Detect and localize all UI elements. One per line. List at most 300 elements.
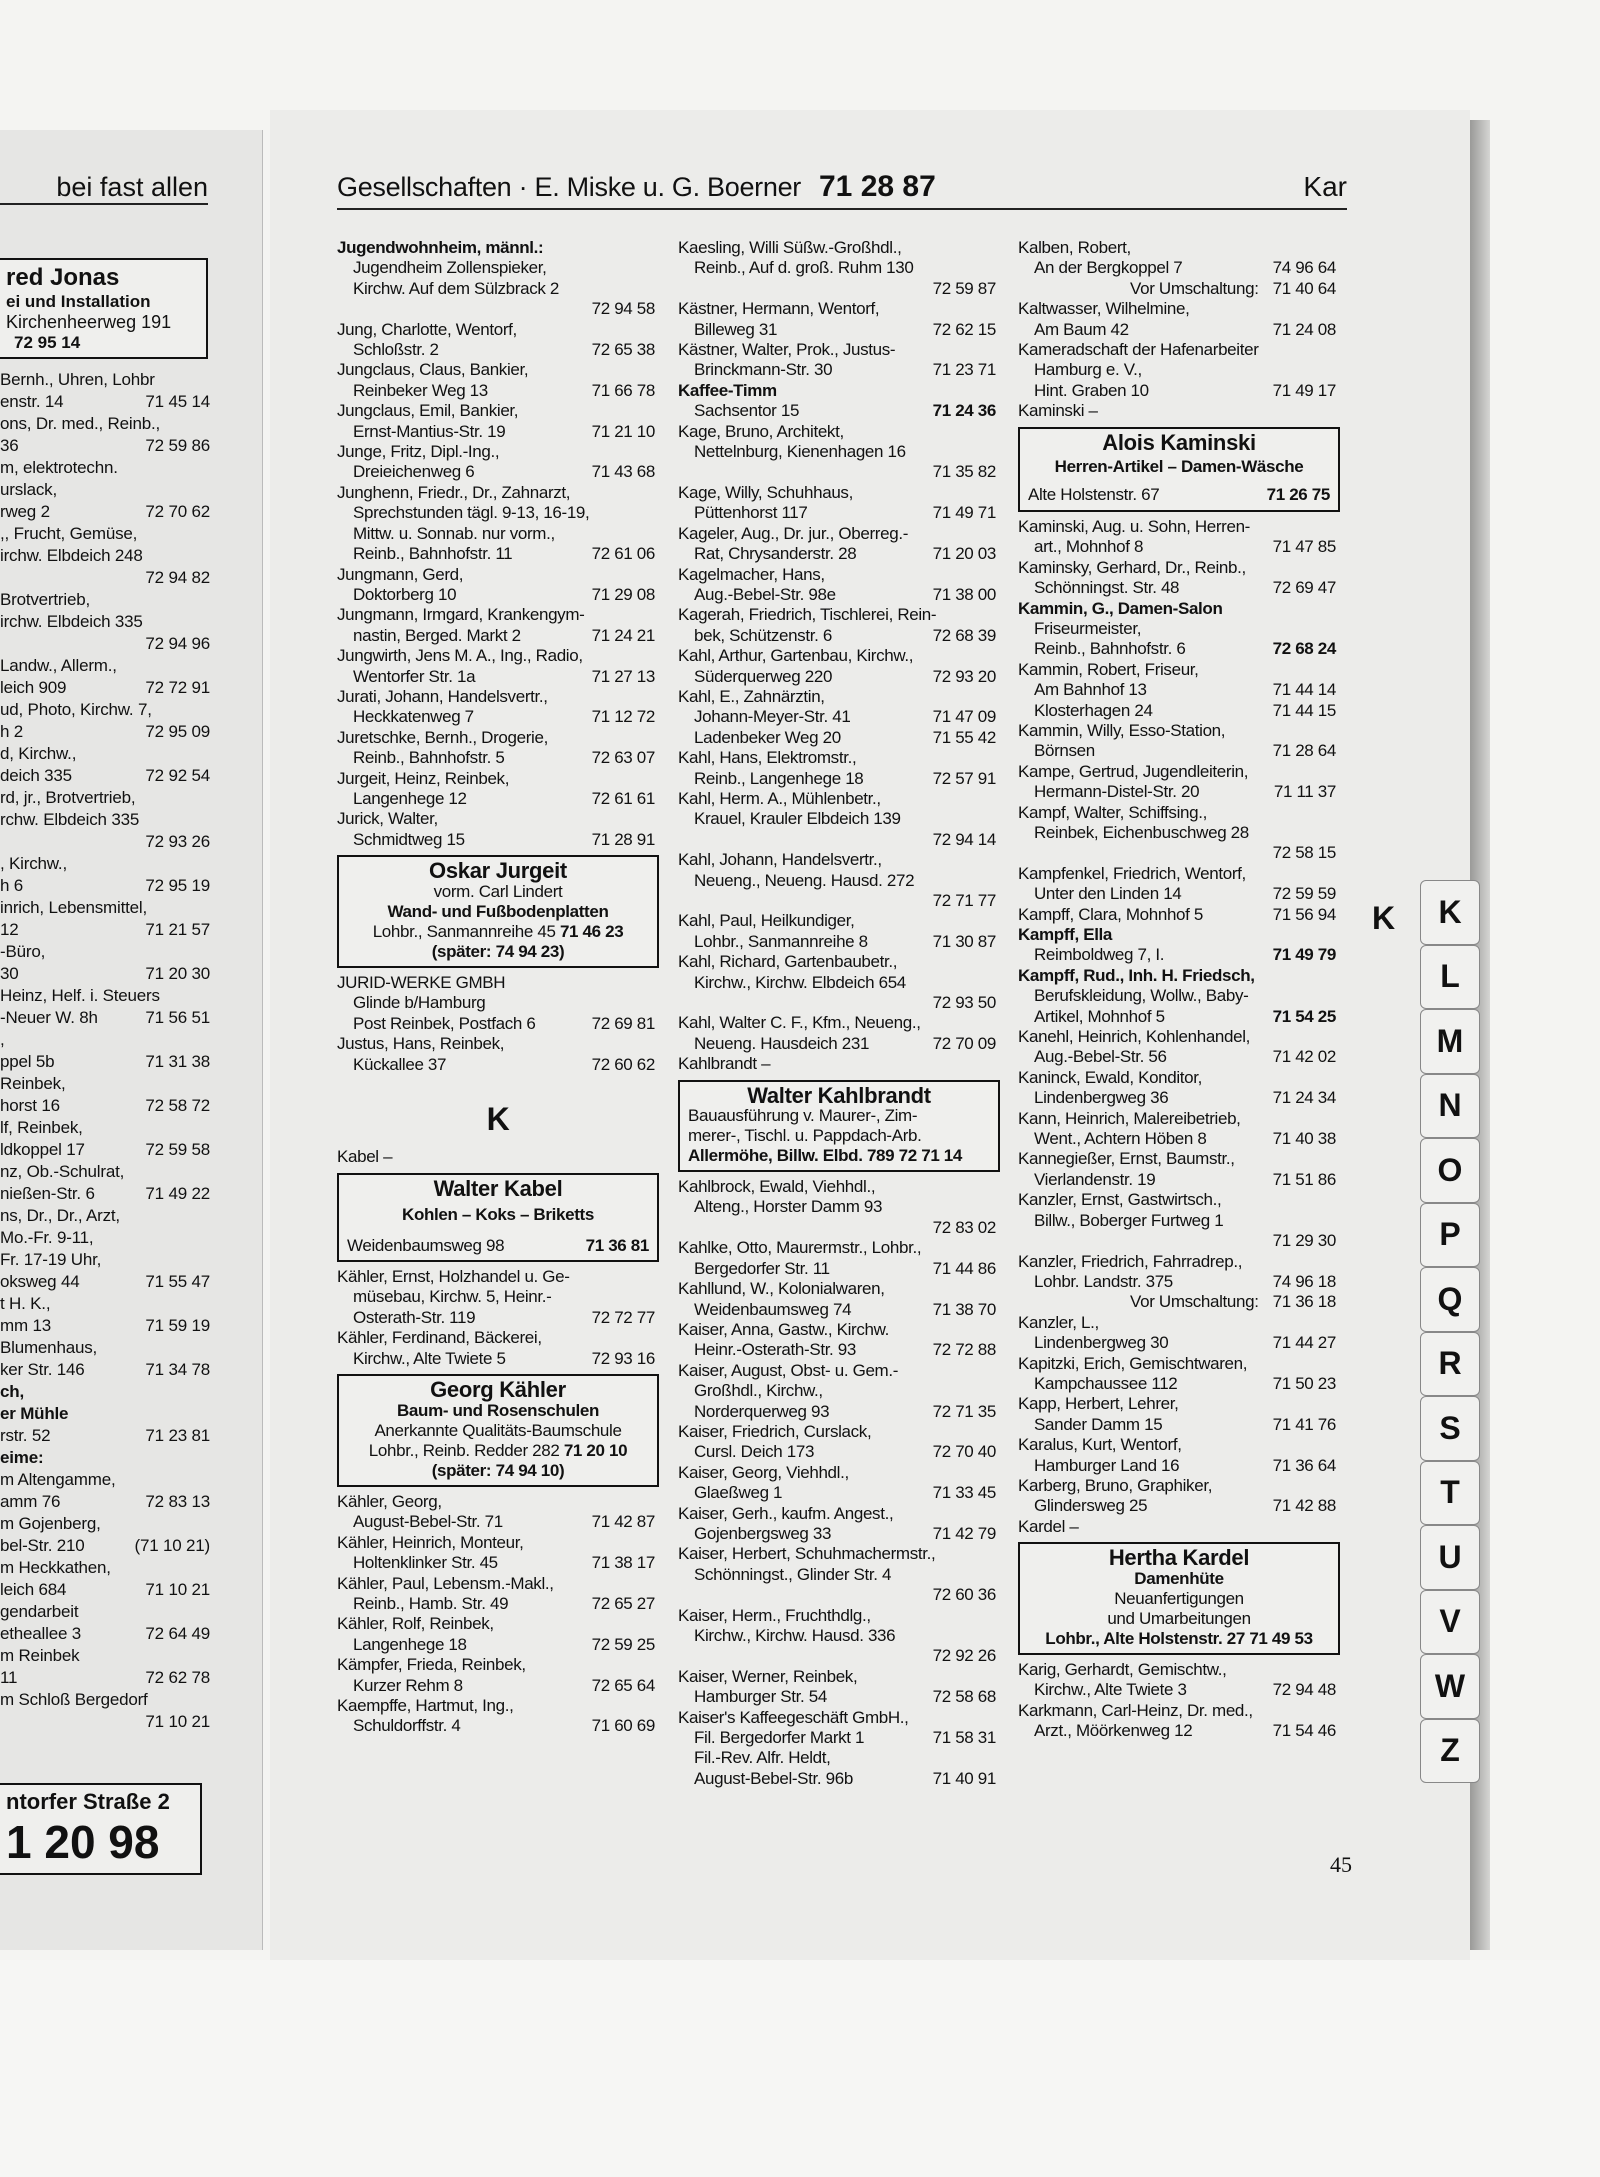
entry-phone: 71 40 64 [1272,278,1336,298]
left-ad-line: 72 95 14 [14,333,81,352]
left-entry-text: ud, Photo, Kirchw. 7, [0,700,152,719]
directory-entry-line [337,1055,659,1075]
directory-entry-line [337,1512,659,1532]
left-entry-text: rd, jr., Brotvertrieb, [0,788,136,807]
left-page-line [0,457,262,479]
directory-entry-line: Kampfenkel, Friedrich, Wentorf, [1018,863,1246,883]
directory-entry-line: Kaiser, Gerh., kaufm. Angest., [678,1503,894,1523]
directory-entry-line [1018,782,1340,802]
left-page-line [0,567,262,589]
ad-address: Weidenbaumsweg 98 [347,1235,505,1255]
entry-text: Hint. Graben 10 [1034,380,1149,400]
directory-entry-line: Kästner, Walter, Prok., Justus- [678,340,896,360]
directory-entry-line: Kage, Bruno, Architekt, [678,421,844,441]
ad-phone: 71 20 10 [563,1440,628,1460]
entry-phone: 72 63 07 [591,748,655,768]
directory-entry-line: Kapitzki, Erich, Gemischtwaren, [1018,1353,1248,1373]
entry-phone: 71 42 88 [1272,1496,1336,1516]
directory-entry-line: Kahl, Paul, Heilkundiger, [678,911,855,931]
directory-entry-line [678,1034,1000,1054]
entry-text: Holtenklinker Str. 45 [353,1553,498,1573]
left-entry-text: , Kirchw., [0,854,67,873]
left-page-line [0,1535,262,1557]
directory-entry-line: Kaesling, Willi Süßw.-Großhdl., [678,238,902,257]
left-entry-text: m Schloß Bergedorf [0,1690,148,1709]
entry-phone: 72 72 77 [591,1307,655,1327]
entry-text: art., Mohnhof 8 [1034,537,1144,557]
directory-entry-line: Großhdl., Kirchw., [694,1381,823,1401]
directory-entry-line [337,1308,659,1328]
entry-text: Börnsen [1034,741,1095,761]
directory-entry-line [337,585,659,605]
left-entry-text: urslack, [0,480,57,499]
left-page-line [0,1557,262,1579]
left-entry-text: -Neuer W. 8h [0,1008,98,1027]
left-page-line [0,831,262,853]
directory-entry-line: Jungwirth, Jens M. A., Ing., Radio, [337,646,583,666]
left-page-line [0,809,262,831]
entry-phone: 71 33 45 [932,1483,996,1503]
entry-text: Reimboldweg 7, I. [1034,945,1165,965]
directory-entry-line: Kanzler, Ernst, Gastwirtsch., [1018,1190,1222,1210]
left-page-line [0,677,262,699]
directory-entry-line: Jung, Charlotte, Wentorf, [337,319,517,339]
entry-phone: 71 44 14 [1272,680,1336,700]
directory-entry-line: Kanehl, Heinrich, Kohlenhandel, [1018,1027,1251,1047]
entry-phone: 71 44 27 [1272,1333,1336,1353]
directory-entry-line [1018,905,1340,925]
directory-entry-line: Kagelmacher, Hans, [678,564,825,584]
directory-entry-line: Kähler, Ernst, Holzhandel u. Ge- [337,1267,570,1287]
left-page-line [0,1359,262,1381]
directory-entry-line [337,667,659,687]
directory-entry-line [1018,1170,1340,1190]
left-entry-phone: 72 58 72 [145,1096,210,1115]
entry-phone: 72 69 81 [591,1013,655,1033]
left-entry-text: nz, Ob.-Schulrat, [0,1162,125,1181]
entry-phone: 74 96 64 [1272,258,1336,278]
directory-entry-line [1018,1129,1340,1149]
left-page-line [0,589,262,611]
left-entry-text: m, elektrotechn. [0,458,118,477]
left-entry-text: m Gojenberg, [0,1514,101,1533]
ad-address: Alte Holstenstr. 67 [1028,485,1160,505]
directory-entry-line: Kampe, Gertrud, Jugendleiterin, [1018,761,1249,781]
entry-text: Reinbeker Weg 13 [353,380,488,400]
directory-entry-line: Kahl, Richard, Gartenbaubetr., [678,952,898,972]
left-page-line [0,1469,262,1491]
thumb-tab-t[interactable]: T [1420,1461,1480,1526]
ad-phone: 71 46 23 [559,922,624,941]
directory-entry-line [337,422,659,442]
directory-entry-line: Kagerah, Friedrich, Tischlerei, Rein- [678,605,937,625]
directory-entry-line [337,462,659,482]
directory-entry-line [678,707,1000,727]
entry-text: Reinb., Langenhege 18 [694,768,864,788]
left-entry-text: nießen-Str. 6 [0,1184,95,1203]
directory-entry-line [337,1716,659,1736]
entry-phone: 71 24 34 [1272,1088,1336,1108]
directory-entry-line: Jungclaus, Claus, Bankier, [337,360,529,380]
directory-entry-line [1018,741,1340,761]
entry-text: Norderquerweg 93 [694,1401,830,1421]
entry-phone: 71 56 94 [1272,904,1336,924]
directory-entry-line: 72 83 02 [932,1217,996,1237]
left-entry-phone: 72 83 13 [145,1492,210,1511]
directory-entry-line: 72 94 14 [932,829,996,849]
directory-entry-line [337,544,659,564]
entry-text: August-Bebel-Str. 96b [694,1768,853,1788]
entry-phone: 72 59 59 [1272,884,1336,904]
entry-text: Sander Damm 15 [1034,1414,1163,1434]
directory-entry-line [337,626,659,646]
left-entry-phone: 72 59 86 [145,436,210,455]
directory-entry-line: Kammin, G., Damen-Salon [1018,598,1223,618]
directory-entry-line [678,769,1000,789]
directory-entry-line [678,1483,1000,1503]
left-page-line [0,479,262,501]
left-entry-text: ons, Dr. med., Reinb., [0,414,161,433]
directory-entry-line [1018,1272,1340,1292]
thumb-tab-s[interactable]: S [1420,1396,1480,1461]
directory-entry-line [678,1259,1000,1279]
entry-text: August-Bebel-Str. 71 [353,1512,503,1532]
entry-phone: 72 71 35 [932,1401,996,1421]
left-entry-text: leich 909 [0,678,67,697]
directory-entry-line [678,1687,1000,1707]
entry-text: Wentorfer Str. 1a [353,666,476,686]
ad-title: Oskar Jurgeit [429,858,567,884]
thumb-tab-m[interactable]: M [1420,1009,1480,1074]
page-number: 45 [1330,1852,1352,1877]
entry-phone: 72 61 06 [591,544,655,564]
directory-entry-line: Kage, Willy, Schuhhaus, [678,482,853,502]
directory-entry-line [678,401,1000,421]
directory-entry-line: Fil.-Rev. Alfr. Heldt, [694,1748,831,1768]
entry-text: Artikel, Mohnhof 5 [1034,1006,1165,1026]
left-entry-text: h 6 [0,876,24,895]
directory-entry-line [678,728,1000,748]
directory-entry-line: Kahlbrock, Ewald, Viehhdl., [678,1177,876,1197]
entry-phone: 71 47 85 [1272,537,1336,557]
directory-entry-line: Berufskleidung, Wollw., Baby- [1034,986,1249,1006]
left-entry-text: ch, [0,1382,24,1401]
directory-entry-line [678,1402,1000,1422]
entry-phone: 71 20 03 [932,544,996,564]
entry-text: Hermann-Distel-Str. 20 [1034,782,1200,802]
left-page-line [0,1579,262,1601]
directory-entry-line [678,626,1000,646]
directory-entry-line [1018,1680,1340,1700]
entry-text: Hamburger Land 16 [1034,1455,1180,1475]
entry-text: Schmidtweg 15 [353,829,465,849]
directory-entry-line [1018,1333,1340,1353]
entry-text: Schuldorffstr. 4 [353,1716,461,1736]
thumb-tab-l[interactable]: L [1420,945,1480,1010]
directory-entry-line [337,381,659,401]
directory-entry-line: Kaiser, Herbert, Schuhmachermstr., [678,1544,936,1564]
left-entry-text: lf, Reinbek, [0,1118,83,1137]
thumb-tab-u[interactable]: U [1420,1525,1480,1590]
directory-entry-line: Schönningst., Glinder Str. 4 [694,1564,892,1584]
entry-phone: 72 57 91 [932,768,996,788]
entry-phone: 71 51 86 [1272,1169,1336,1189]
left-page-line [0,919,262,941]
left-entry-text: er Mühle [0,1404,69,1423]
entry-phone: 71 42 79 [932,1523,996,1543]
thumb-tab-r[interactable]: R [1420,1332,1480,1397]
thumb-tab-q[interactable]: Q [1420,1267,1480,1332]
left-entry-text: rweg 2 [0,502,50,521]
directory-entry-line: 72 59 87 [932,278,996,298]
left-entry-phone: 71 49 22 [145,1184,210,1203]
left-page-line [0,1645,262,1667]
directory-entry-line: Jugendwohnheim, männl.: [337,238,544,257]
left-page-line [0,721,262,743]
directory-entry-line [678,667,1000,687]
left-page-line [0,391,262,413]
left-entry-phone: 71 23 81 [145,1426,210,1445]
thumb-tab-k[interactable]: K [1420,880,1480,945]
entry-text: Reinb., Bahnhofstr. 11 [353,544,513,564]
directory-entry-line [678,585,1000,605]
directory-entry-line: 71 35 82 [932,462,996,482]
directory-entry-line [1018,1415,1340,1435]
entry-phone: 71 44 86 [932,1258,996,1278]
ad-line: merer-, Tischl. u. Pappdach-Arb. [688,1126,922,1146]
entry-phone: 71 24 36 [932,401,996,421]
directory-entry-line [1018,680,1340,700]
left-ad-box-jonas [0,258,208,359]
left-page-line [0,1601,262,1623]
entry-phone: 72 61 61 [591,788,655,808]
thumb-tab-p[interactable]: P [1420,1203,1480,1268]
entry-phone: 71 47 09 [932,707,996,727]
directory-entry-line: Kampff, Ella [1018,925,1113,944]
directory-entry-line: Kahllund, W., Kolonialwaren, [678,1279,885,1299]
directory-entry-line [337,707,659,727]
left-page-line [0,1205,262,1227]
left-page-line [0,765,262,787]
directory-entry-line: Friseurmeister, [1034,618,1142,638]
left-entry-text: -Büro, [0,942,46,961]
left-entry-text: deich 335 [0,766,72,785]
left-entry-text: gendarbeit [0,1602,79,1621]
entry-text: Heckkatenweg 7 [353,707,474,727]
entry-text: Kampff, Clara, Mohnhof 5 [1018,904,1204,924]
left-entry-text: Blumenhaus, [0,1338,98,1357]
entry-name: Kabel – [337,1147,393,1167]
entry-phone: 72 70 09 [932,1033,996,1053]
directory-entry-line: Kageler, Aug., Dr. jur., Oberreg.- [678,523,909,543]
ad-title: Hertha Kardel [1108,1545,1250,1571]
directory-entry-line: Kaminski, Aug. u. Sohn, Herren- [1018,516,1250,536]
entry-text: Reinb., Bahnhofstr. 6 [1034,639,1186,659]
directory-entry-line: Kahl, Hans, Elektromstr., [678,748,857,768]
left-entry-text: , [0,1030,5,1049]
entry-text: Kampchaussee 112 [1034,1373,1178,1393]
entry-text: Bergedorfer Str. 11 [694,1258,830,1278]
directory-entry-line: Reinb., Auf d. groß. Ruhm 130 [694,258,914,278]
directory-entry-line: Neueng., Neueng. Hausd. 272 [694,870,915,890]
directory-entry-line [1018,1374,1340,1394]
ad-address: Lohbr., Reinb. Redder 282 [368,1440,560,1460]
directory-entry-line: Kähler, Paul, Lebensm.-Makl., [337,1573,554,1593]
ad-line: Baum- und Rosenschulen [397,1400,599,1420]
ad-line: (später: 74 94 10) [431,1460,565,1480]
directory-entry-line [678,1769,1000,1789]
directory-entry-line: Karberg, Bruno, Graphiker, [1018,1475,1213,1495]
ad-line: Wand- und Fußbodenplatten [387,901,609,921]
directory-entry-line: Jurick, Walter, [337,809,438,829]
background-lower [0,1960,1600,2177]
entry-text: Kirchw., Alte Twiete 3 [1034,1680,1187,1700]
left-entry-phone: 72 95 09 [145,722,210,741]
entry-text: bek, Schützenstr. 6 [694,625,832,645]
directory-entry-line: Junge, Fritz, Dipl.-Ing., [337,442,500,462]
left-entry-text: rstr. 52 [0,1426,51,1445]
ad-title: Alois Kaminski [1102,429,1256,455]
left-entry-text: Heinz, Helf. i. Steuers [0,986,160,1005]
thumb-tab-w[interactable]: W [1420,1654,1480,1719]
ad-phone: 71 26 75 [1266,485,1330,505]
left-entry-phone: 72 94 82 [145,568,210,587]
directory-entry-line: Kähler, Ferdinand, Bäckerei, [337,1328,542,1348]
left-entry-text: oksweg 44 [0,1272,80,1291]
left-page-line [0,1029,262,1051]
entry-phone: 72 65 27 [591,1593,655,1613]
entry-phone: 72 93 20 [932,666,996,686]
left-page-line [0,1711,262,1733]
left-entry-text: m Heckkathen, [0,1558,111,1577]
entry-text: Arzt., Möörkenweg 12 [1034,1721,1193,1741]
left-page-line [0,897,262,919]
thumb-tab-o[interactable]: O [1420,1138,1480,1203]
directory-entry-line [1018,945,1340,965]
directory-entry-line [678,1300,1000,1320]
left-entry-text: ppel 5b [0,1052,55,1071]
left-entry-text: 36 [0,436,19,455]
entry-phone: 71 38 17 [591,1553,655,1573]
directory-entry-line [1018,258,1340,278]
left-page-line [0,369,262,391]
thumb-tab-z[interactable]: Z [1420,1719,1480,1784]
directory-entry-line [1018,537,1340,557]
directory-entry-line [337,748,659,768]
directory-entry-line [678,1728,1000,1748]
entry-phone: 72 59 25 [591,1634,655,1654]
entry-phone: 71 58 31 [932,1728,996,1748]
left-entry-text: ldkoppel 17 [0,1140,85,1159]
entry-phone: 71 28 91 [591,829,655,849]
directory-entry-line: JURID-WERKE GMBH [337,973,506,992]
directory-entry-line: Kästner, Hermann, Wentorf, [678,299,880,319]
directory-entry-line: Hamburg e. V., [1034,360,1142,380]
left-entry-text: mm 13 [0,1316,51,1335]
entry-phone: 71 29 08 [591,584,655,604]
left-page-line [0,523,262,545]
thumb-index [1420,880,1480,1783]
left-entry-text: leich 684 [0,1580,67,1599]
left-page-line [0,985,262,1007]
directory-entry-line [337,789,659,809]
directory-entry-line [1018,701,1340,721]
left-page-line [0,1447,262,1469]
directory-entry-line [1018,639,1340,659]
ad-phone: 72 71 14 [898,1146,963,1166]
page-header [337,170,1347,210]
entry-phone: 71 21 10 [591,421,655,441]
directory-entry-line: Kammin, Robert, Friseur, [1018,659,1199,679]
entry-text: Glindersweg 25 [1034,1496,1148,1516]
directory-entry-line: Kampff, Rud., Inh. H. Friedsch, [1018,965,1255,985]
left-page-line [0,1161,262,1183]
directory-entry-line: Nettelnburg, Kienenhagen 16 [694,442,906,462]
directory-entry-line: müsebau, Kirchw. 5, Heinr.- [353,1287,552,1307]
entry-text: Püttenhorst 117 [694,503,808,523]
entry-text: Fil. Bergedorfer Markt 1 [694,1728,865,1748]
left-page-line [0,1513,262,1535]
entry-text: Unter den Linden 14 [1034,884,1182,904]
left-ad-box-bottom [0,1783,202,1875]
left-entry-text: Brotvertrieb, [0,590,90,609]
left-entry-text: irchw. Elbdeich 248 [0,546,143,565]
column-2 [678,238,1000,1789]
ad-line: Herren-Artikel – Damen-Wäsche [1054,457,1304,477]
left-page-line [0,1249,262,1271]
entry-text: Süderquerweg 220 [694,666,833,686]
directory-entry-line: Kaiser, August, Obst- u. Gem.- [678,1360,899,1380]
left-page-line [0,1183,262,1205]
thumb-tab-v[interactable]: V [1420,1590,1480,1655]
directory-entry-line [337,1676,659,1696]
directory-entry-line: Juretschke, Bernh., Drogerie, [337,727,548,747]
left-entry-phone: 72 64 49 [145,1624,210,1643]
left-page-line [0,743,262,765]
entry-phone: 72 68 39 [932,625,996,645]
entry-text: Vierlandenstr. 19 [1034,1169,1156,1189]
ad-title: Walter Kahlbrandt [747,1082,931,1108]
entry-text: Lindenbergweg 36 [1034,1088,1169,1108]
directory-entry-line [1018,1456,1340,1476]
left-entry-text: m Altengamme, [0,1470,116,1489]
entry-text: Hamburger Str. 54 [694,1687,827,1707]
directory-entry-line: Kähler, Heinrich, Monteur, [337,1532,524,1552]
directory-entry-line: 72 92 26 [932,1646,996,1666]
directory-entry-line [678,1524,1000,1544]
entry-phone: 71 12 72 [591,707,655,727]
left-ad-line: Kirchenheerweg 191 [6,312,172,332]
left-page-line [0,1117,262,1139]
left-entry-text: bel-Str. 210 [0,1536,85,1555]
directory-entry-line: Justus, Hans, Reinbek, [337,1034,505,1054]
directory-entry-line: Kämpfer, Frieda, Reinbek, [337,1655,526,1675]
directory-entry-line: Kahl, E., Zahnärztin, [678,686,825,706]
entry-text: Dreieichenweg 6 [353,462,475,482]
left-page-line [0,1689,262,1711]
directory-entry-line [1018,1721,1340,1741]
thumb-tab-n[interactable]: N [1420,1074,1480,1139]
left-entry-text: amm 76 [0,1492,61,1511]
left-ad-phone: 1 20 98 [6,1816,160,1868]
entry-text: Langenhege 18 [353,1634,467,1654]
left-page-line [0,1293,262,1315]
entry-phone: 71 66 78 [591,380,655,400]
directory-entry-line: Kaminsky, Gerhard, Dr., Reinb., [1018,557,1246,577]
directory-entry-line: Kanzler, L., [1018,1312,1099,1332]
entry-text: Ladenbeker Weg 20 [694,727,841,747]
left-entry-phone: 72 95 19 [145,876,210,895]
